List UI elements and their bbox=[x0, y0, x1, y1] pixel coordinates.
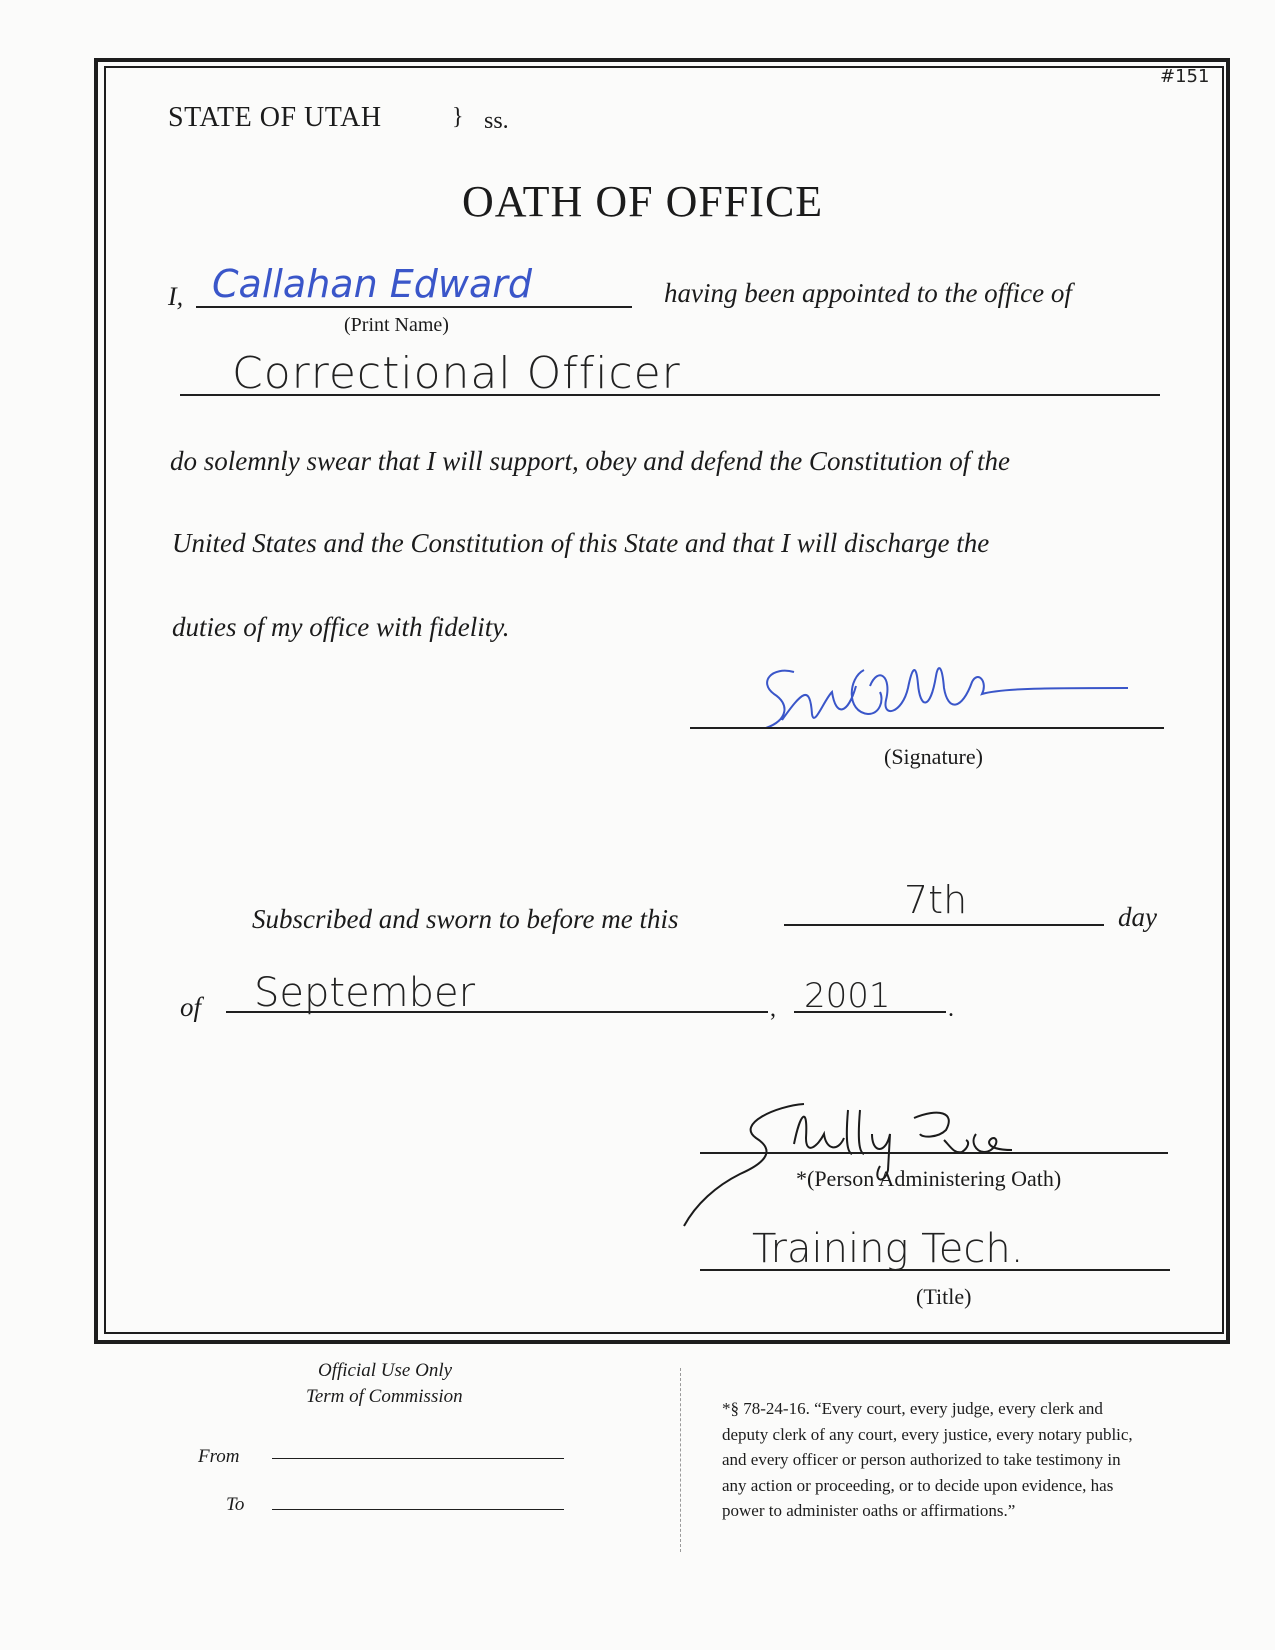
oath-taker-signature-graphic bbox=[752, 648, 1142, 744]
page-number-mark: #151 bbox=[1160, 66, 1210, 87]
year-value[interactable]: 2001 bbox=[804, 976, 891, 1016]
footnote-line: power to administer oaths or affirmations.” bbox=[722, 1501, 1016, 1520]
day-value[interactable]: 7th bbox=[904, 878, 968, 922]
term-of-commission: Term of Commission bbox=[306, 1386, 463, 1407]
oath-line-1: do solemnly swear that I will support, obey and defend the Constitution of the bbox=[170, 446, 1010, 476]
footer-divider bbox=[680, 1368, 681, 1552]
signature-line bbox=[690, 727, 1164, 729]
statute-footnote bbox=[722, 1396, 1242, 1524]
footnote-line: *§ 78-24-16. “Every court, every judge, every clerk and bbox=[722, 1399, 1103, 1418]
print-name-value[interactable]: Callahan Edward bbox=[212, 262, 532, 306]
official-use-heading: Official Use Only bbox=[318, 1360, 453, 1381]
appointment-text: having been appointed to the office of bbox=[664, 278, 1072, 308]
to-label: To bbox=[226, 1494, 245, 1515]
administrator-line bbox=[700, 1152, 1168, 1154]
of-word: of bbox=[180, 992, 202, 1022]
signature-caption: (Signature) bbox=[884, 744, 983, 769]
print-name-line bbox=[196, 306, 632, 308]
ss-label: ss. bbox=[484, 108, 509, 134]
page-title: OATH OF OFFICE bbox=[462, 177, 824, 226]
from-line[interactable] bbox=[272, 1458, 564, 1459]
brace: } bbox=[452, 104, 464, 130]
title-caption: (Title) bbox=[916, 1284, 972, 1309]
footnote-line: any action or proceeding, or to decide upon evidence, has bbox=[722, 1475, 1114, 1495]
from-label: From bbox=[198, 1446, 240, 1467]
intro-prefix: I, bbox=[168, 282, 184, 311]
period: . bbox=[948, 996, 954, 1022]
subscribed-text: Subscribed and sworn to before me this bbox=[252, 904, 679, 934]
footnote-line: deputy clerk of any court, every justice, every notary public, bbox=[722, 1424, 1133, 1444]
print-name-caption: (Print Name) bbox=[344, 314, 449, 336]
day-word: day bbox=[1118, 902, 1157, 932]
day-line bbox=[784, 924, 1104, 926]
office-value[interactable]: Correctional Officer bbox=[232, 348, 681, 399]
state-heading: STATE OF UTAH bbox=[168, 102, 382, 133]
administrator-caption: *(Person Administering Oath) bbox=[796, 1166, 1062, 1191]
to-line[interactable] bbox=[272, 1509, 564, 1510]
comma: , bbox=[770, 996, 776, 1022]
footnote-line: and every officer or person authorized to take testimony in bbox=[722, 1450, 1121, 1469]
oath-line-3: duties of my office with fidelity. bbox=[172, 612, 510, 642]
oath-line-2: United States and the Constitution of this State and that I will discharge the bbox=[172, 528, 990, 558]
month-value[interactable]: September bbox=[254, 970, 476, 1016]
title-value[interactable]: Training Tech. bbox=[752, 1226, 1024, 1272]
